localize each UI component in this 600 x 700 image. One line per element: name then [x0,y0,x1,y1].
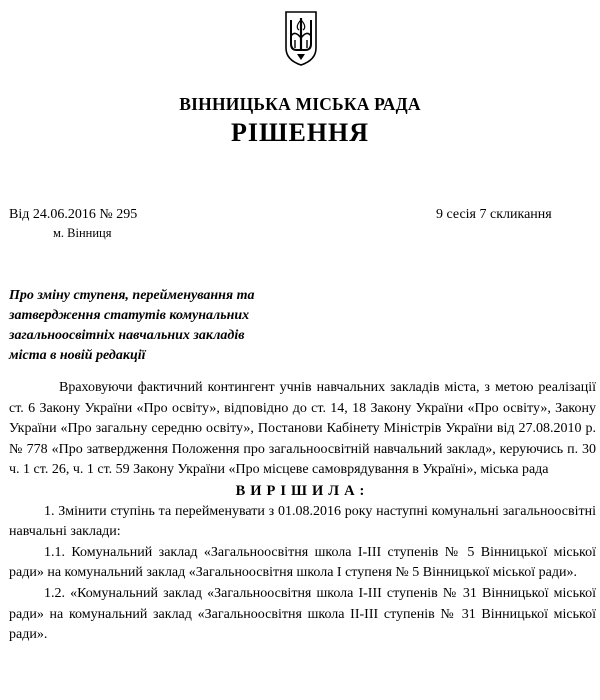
decision-subject [9,286,339,366]
item-1-paragraph: 1. Змінити ступінь та перейменувати з 01.08.2016 року наступні комунальні загальноосвітні навчальні заклади: [9,503,596,540]
council-name: ВІННИЦЬКА МІСЬКА РАДА [179,94,421,114]
decision-date-number: Від 24.06.2016 № 295 [9,207,138,222]
subject-line: Про зміну ступеня, перейменування та [9,288,255,303]
decision-city: м. Вінниця [53,226,112,240]
item-1-1-paragraph: 1.1. Комунальний заклад «Загальноосвітня школа І-ІІІ ступенів № 5 Вінницької міської ради» на комунальний заклад «Загальноосвітня школа І ступеня № 5 Вінницької міської ради». [9,544,596,581]
preamble-paragraph: Враховуючи фактичний контингент учнів навчальних закладів міста, з метою реалізації ст. 6 Закону України «Про освіту», відповідно до ст. 14, 18 Закону України «Про освіту», Закону України «Про загальну середню освіту», Постанови Кабінету Міністрів України від 27.08.2010 р. № 778 «Про затвердження Положення про загальноосвітній навчальний заклад», керуючись п. 30 ч. 1 ст. 26, ч. 1 ст. 59 Закону України «Про місцеве самоврядування в Україні», міська рада [9,380,596,478]
resolved-heading: ВИРІШИЛА: [235,482,370,499]
decision-body [9,378,596,646]
document-type-title: РІШЕННЯ [230,118,370,147]
trident-coat-of-arms-icon [283,10,319,66]
subject-line: міста в новій редакції [9,348,146,363]
subject-line: загальноосвітніх навчальних закладів [9,328,245,343]
subject-line: затвердження статутів комунальних [9,308,250,323]
session-info: 9 сесія 7 скликання [436,207,552,222]
item-1-2-paragraph: 1.2. «Комунальний заклад «Загальноосвітня школа І-ІІІ ступенів № 31 Вінницької міської ради» на комунальний заклад «Загальноосвітня школа ІІ-ІІІ ступенів № 31 Вінницької міської ради». [9,585,596,643]
